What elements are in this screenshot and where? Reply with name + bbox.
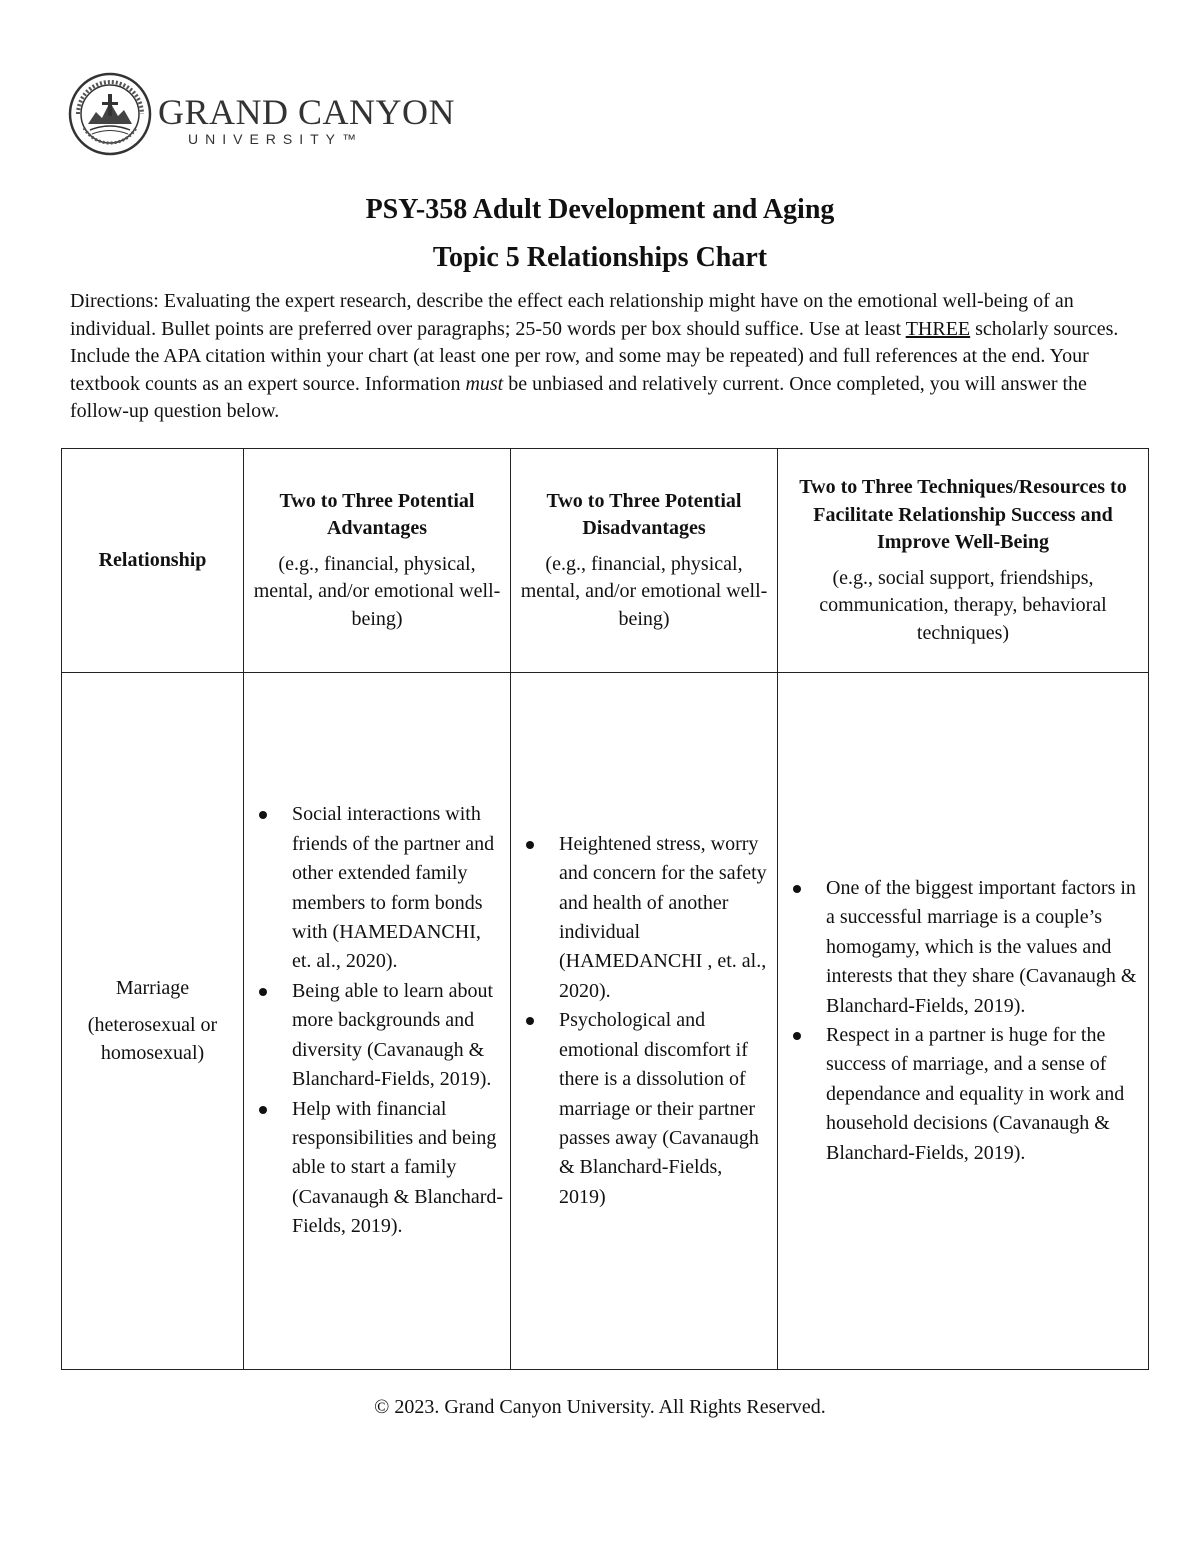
chart-title: Topic 5 Relationships Chart (432, 242, 768, 273)
advantages-list (250, 800, 504, 1241)
university-logo (68, 72, 456, 156)
directions-paragraph (70, 288, 1140, 426)
table-header-row (62, 449, 1149, 673)
list-item: Psychological and emotional discomfort if there is a dissolution of marriage or their partner passes away (Cavanaugh & Blanchard-Fields, 2019) (559, 1006, 771, 1212)
header-advantages (244, 449, 511, 673)
header-relationship (62, 449, 244, 673)
list-item: Respect in a partner is huge for the success of marriage, and a sense of dependance and equality in work and household decisions (Cavanaugh & Blanchard-Fields, 2019). (826, 1021, 1142, 1168)
table-row (62, 673, 1149, 1370)
directions-part1: Directions: Evaluating the expert research, describe the effect each relationship might have on the emotional well-being of an individual. Bullet points are preferred over paragraphs; 25-50 words per box should suffice. Use at least (70, 290, 1074, 340)
relationship-name: Marriage (115, 976, 190, 999)
list-item: One of the biggest important factors in a successful marriage is a couple’s homogamy, which is the values and interests that they share (Cavanaugh & Blanchard-Fields, 2019). (826, 874, 1142, 1021)
list-item: Heightened stress, worry and concern for the safety and health of another individual (HAMEDANCHI , et. al., 2020). (559, 830, 771, 1006)
relationships-chart-table (61, 448, 1149, 1370)
header-subtitle: (e.g., financial, physical, mental, and/or emotional well-being) (253, 552, 501, 630)
directions-part3: be unbiased and relatively current. Once completed, you will answer the follow-up question below. (70, 372, 1087, 422)
advantages-cell (244, 673, 511, 1370)
directions-underlined: THREE (905, 317, 971, 340)
course-title: PSY-358 Adult Development and Aging (365, 194, 835, 225)
list-item: Being able to learn about more backgrounds and diversity (Cavanaugh & Blanchard-Fields, 2019). (292, 977, 504, 1095)
disadvantages-list (517, 830, 771, 1212)
header-title: Relationship (98, 548, 207, 571)
disadvantages-cell (511, 673, 778, 1370)
relationship-sub: (heterosexual or homosexual) (87, 1014, 218, 1064)
techniques-list (784, 874, 1142, 1168)
header-title: Two to Three Potential Disadvantages (546, 489, 742, 540)
header-title: Two to Three Potential Advantages (279, 489, 475, 540)
techniques-cell (778, 673, 1149, 1370)
header-disadvantages (511, 449, 778, 673)
directions-part2: scholarly sources. Include the APA citation within your chart (at least one per row, and some may be repeated) and full references at the end. Your textbook counts as an expert source. Information (70, 317, 1119, 395)
header-title: Two to Three Techniques/Resources to Facilitate Relationship Success and Improve Well-Being (799, 476, 1127, 553)
relationship-cell (62, 673, 244, 1370)
list-item: Social interactions with friends of the partner and other extended family members to form bonds with (HAMEDANCHI, et. al., 2020). (292, 800, 504, 976)
logo-name-line2: UNIVERSITY™ (188, 131, 364, 147)
university-seal-icon (68, 72, 152, 156)
header-techniques (778, 449, 1149, 673)
header-subtitle: (e.g., social support, friendships, communication, therapy, behavioral techniques) (819, 566, 1107, 644)
logo-name-line1: GRAND CANYON (158, 92, 456, 132)
list-item: Help with financial responsibilities and being able to start a family (Cavanaugh & Blanchard-Fields, 2019). (292, 1095, 504, 1242)
directions-italic: must (465, 372, 504, 395)
header-subtitle: (e.g., financial, physical, mental, and/or emotional well-being) (520, 552, 768, 630)
copyright-footer: © 2023. Grand Canyon University. All Rights Reserved. (374, 1396, 826, 1418)
